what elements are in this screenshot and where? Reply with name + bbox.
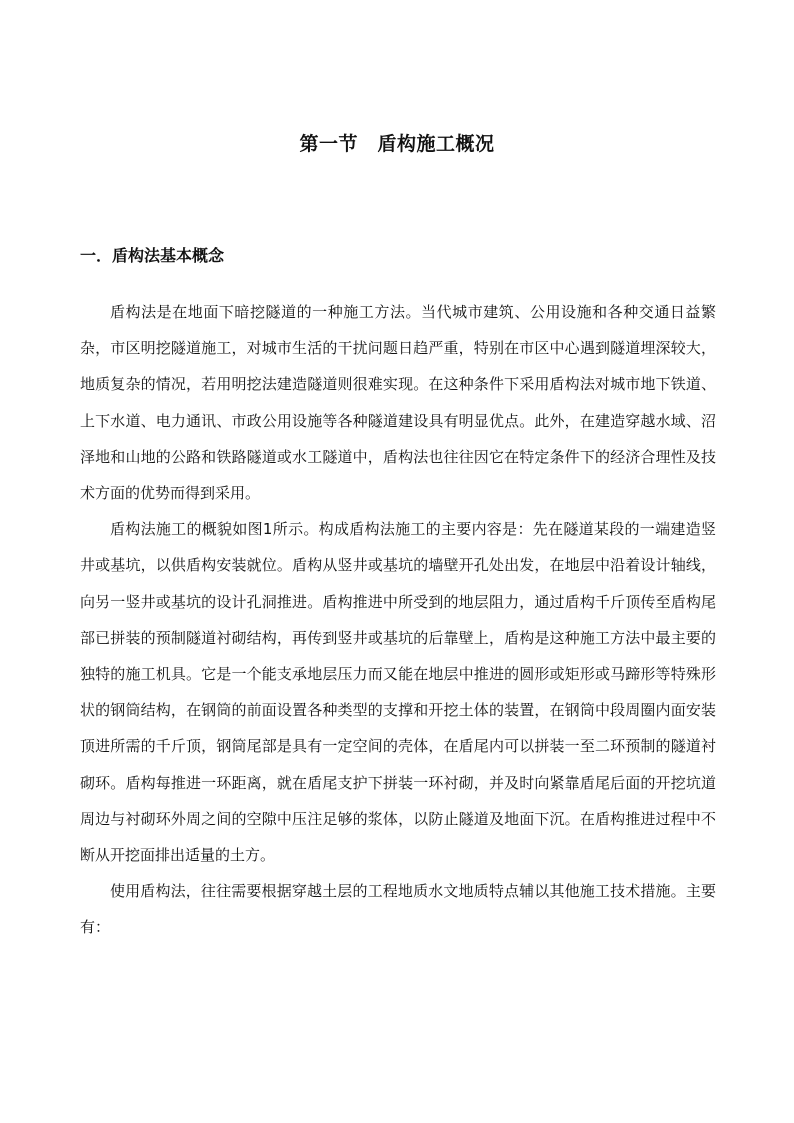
paragraph: 盾构法施工的概貌如图1所示。构成盾构法施工的主要内容是：先在隧道某段的一端建造竖井或基坑，以供盾构安装就位。盾构从竖井或基坑的墙壁开孔处出发，在地层中沿着设计轴线，向另一竖井或基坑的设计孔洞推进。盾构推进中所受到的地层阻力，通过盾构千斤顶传至盾构尾部已拼装的预制隧道衬砌结构，再传到竖井或基坑的后靠壁上，盾构是这种施工方法中最主要的独特的施工机具。它是一个能支承地层压力而又能在地层中推进的圆形或矩形或马蹄形等特殊形状的钢筒结构，在钢筒的前面设置各种类型的支撑和开挖土体的装置，在钢筒中段周圈内面安装顶进所需的千斤顶，钢筒尾部是具有一定空间的壳体，在盾尾内可以拼装一至二环预制的隧道衬砌环。盾构每推进一环距离，就在盾尾支护下拼装一环衬砌，并及时向紧靠盾尾后面的开挖坑道周边与衬砌环外周之间的空隙中压注足够的浆体，以防止隧道及地面下沉。在盾构推进过程中不断从开挖面排出适量的土方。 (80, 520, 716, 865)
paragraph: 盾构法是在地面下暗挖隧道的一种施工方法。当代城市建筑、公用设施和各种交通日益繁杂，市区明挖隧道施工，对城市生活的干扰问题日趋严重，特别在市区中心遇到隧道埋深较大，地质复杂的情况，若用明挖法建造隧道则很难实现。在这种条件下采用盾构法对城市地下铁道、上下水道、电力通讯、市政公用设施等各种隧道建设具有明显优点。此外，在建造穿越水域、沼泽地和山地的公路和铁路隧道或水工隧道中，盾构法也往往因它在特定条件下的经济合理性及技术方面的优势而得到采用。 (80, 303, 716, 503)
section-heading: 一．盾构法基本概念 (80, 246, 225, 265)
page-title: 第一节 盾构施工概况 (299, 133, 495, 155)
paragraph: 使用盾构法，往往需要根据穿越土层的工程地质水文地质特点辅以其他施工技术措施。主要有： (80, 882, 716, 937)
body-text (80, 294, 716, 946)
